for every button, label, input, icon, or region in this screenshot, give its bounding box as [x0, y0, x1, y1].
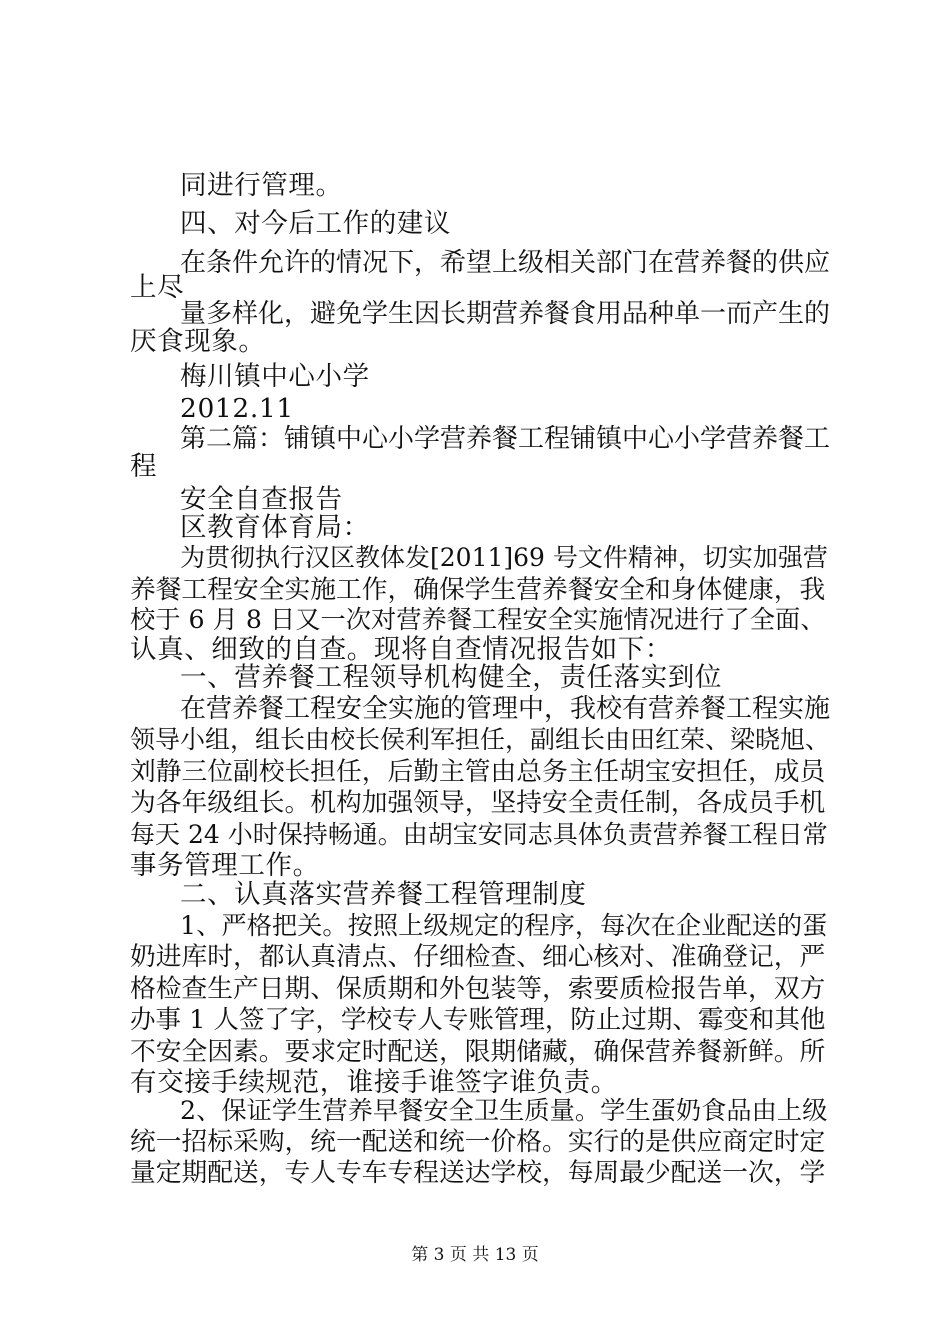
text-line: 量多样化，避免学生因长期营养餐食用品种单一而产生的: [180, 299, 831, 329]
text-line: 每天 24 小时保持畅通。由胡宝安同志具体负责营养餐工程日常: [130, 820, 828, 849]
text-line: 认真、细致的自查。现将自查情况报告如下：: [130, 634, 672, 665]
chapter-title: 第二篇：铺镇中心小学营养餐工程铺镇中心小学营养餐工: [180, 424, 831, 454]
text-line: 上尽: [130, 272, 185, 303]
text-line: 校于 6 月 8 日又一次对营养餐工程安全实施情况进行了全面、: [130, 605, 826, 634]
text-line: 刘静三位副校长担任，后勤主管由总务主任胡宝安担任，成员: [130, 757, 826, 787]
text-line: 统一招标采购，统一配送和统一价格。实行的是供应商定时定: [130, 1127, 826, 1157]
text-line: 办事 1 人签了字，学校专人专账管理，防止过期、霉变和其他: [130, 1005, 826, 1035]
page-footer: 第 3 页 共 13 页: [411, 1245, 539, 1265]
text-line: 养餐工程安全实施工作，确保学生营养餐安全和身体健康，我: [130, 575, 826, 605]
text-line: 为各年级组长。机构加强领导，坚持安全责任制，各成员手机: [130, 788, 826, 818]
text-line: 奶进库时，都认真清点、仔细检查、细心核对、准确登记，严: [130, 942, 826, 972]
chapter-title-continued: 程: [130, 451, 158, 482]
text-line: 事务管理工作。: [130, 850, 320, 881]
section-heading: 一、营养餐工程领导机构健全，责任落实到位: [180, 662, 722, 693]
text-line: 为贯彻执行汉区教体发[2011]69 号文件精神，切实加强营: [180, 543, 828, 572]
text-line: 1、严格把关。按照上级规定的程序，每次在企业配送的蛋: [180, 911, 828, 940]
text-line: 同进行管理。: [180, 170, 343, 201]
text-line: 2、保证学生营养早餐安全卫生质量。学生蛋奶食品由上级: [180, 1096, 828, 1125]
text-line: 量定期配送，专人专车专程送达学校，每周最少配送一次，学: [130, 1158, 826, 1188]
section-heading: 二、认真落实营养餐工程管理制度: [180, 879, 587, 910]
text-line: 领导小组，组长由校长侯利军担任，副组长由田红荣、梁晓旭、: [130, 725, 831, 754]
text-line: 在营养餐工程安全实施的管理中，我校有营养餐工程实施: [180, 694, 831, 724]
text-line: 厌食现象。: [130, 326, 266, 357]
date-line: 2012.11: [180, 393, 294, 424]
addressee: 区教育体育局：: [180, 512, 370, 543]
report-title: 安全自查报告: [180, 484, 343, 515]
school-name: 梅川镇中心小学: [180, 361, 370, 392]
section-heading: 四、对今后工作的建议: [180, 208, 451, 239]
text-line: 不安全因素。要求定时配送，限期储藏，确保营养餐新鲜。所: [130, 1037, 826, 1067]
text-line: 有交接手续规范，谁接手谁签字谁负责。: [130, 1067, 618, 1098]
text-line: 在条件允许的情况下，希望上级相关部门在营养餐的供应: [180, 248, 831, 278]
text-line: 格检查生产日期、保质期和外包装等，索要质检报告单，双方: [130, 974, 826, 1004]
